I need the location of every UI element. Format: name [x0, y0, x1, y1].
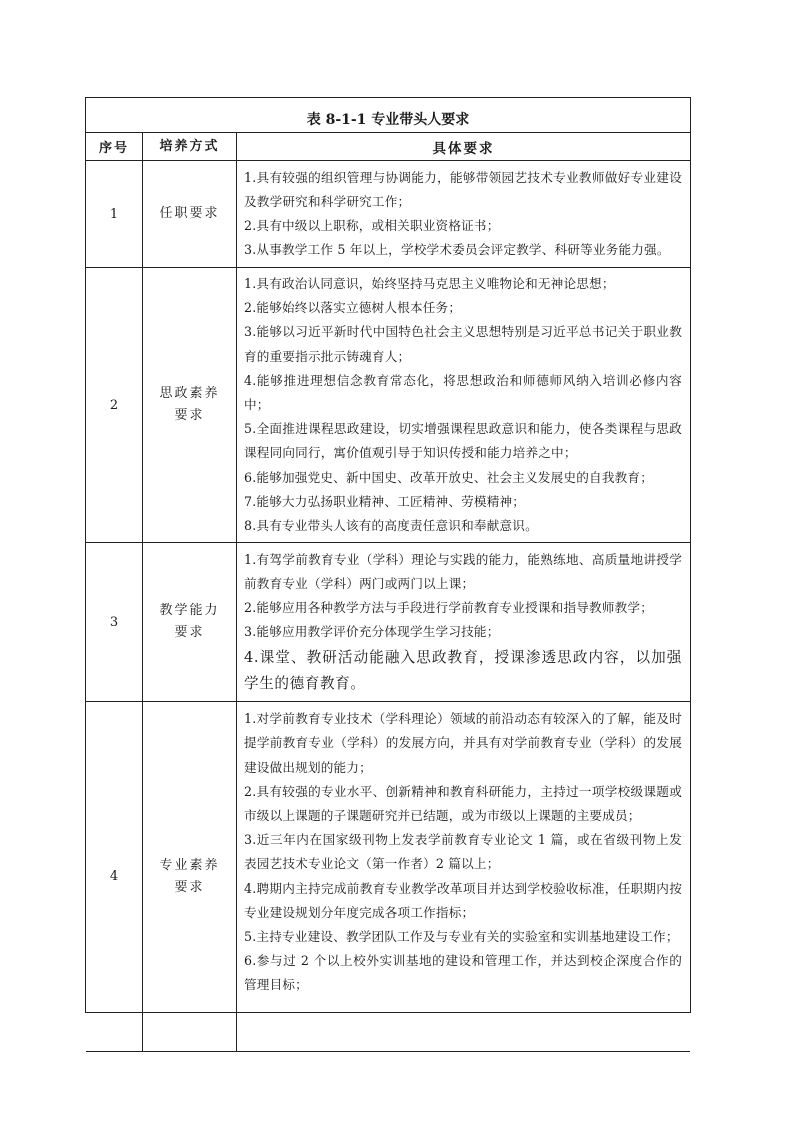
requirement-item: 5.主持专业建设、教学团队工作及与专业有关的实验室和实训基地建设工作；: [244, 929, 679, 945]
requirement-item: 3.近三年内在国家级刊物上发表学前教育专业论文 1 篇，或在省级刊物上发表园艺技术专业论文（第一作者）2 篇以上；: [244, 832, 682, 872]
requirement-item: 7.能够大力弘扬职业精神、工匠精神、劳模精神；: [244, 493, 526, 509]
row-requirements: [237, 702, 691, 1052]
requirement-item: 5.全面推进课程思政建设，切实增强课程思政意识和能力，使各类课程与思政课程同向同行，寓价值观引导于知识传授和能力培养之中；: [244, 421, 682, 461]
requirement-item: 3.能够应用教学评价充分体现学生学习技能；: [244, 624, 500, 640]
row-type: [143, 161, 237, 268]
row-type-line: 要求: [174, 625, 205, 641]
header-type: 培养方式: [143, 133, 237, 161]
table-row: [86, 161, 690, 268]
row-requirements: [237, 161, 691, 268]
row-requirements: [237, 543, 691, 702]
requirement-item: 4.能够推进理想信念教育常态化，将思想政治和师德师风纳入培训必修内容中；: [244, 372, 682, 413]
header-num: 序号: [86, 133, 143, 161]
table-title: 表 8-1-1 专业带头人要求: [306, 112, 470, 128]
requirement-item: 6.参与过 2 个以上校外实训基地的建设和管理工作，并达到校企深度合作的管理目标；: [244, 953, 682, 993]
requirements-table: [86, 132, 690, 1052]
requirement-item: 4.聘期内主持完成前教育专业教学改革项目并达到学校验收标准，任职期内按专业建设规划分年度完成各项工作指标；: [244, 880, 682, 920]
requirement-item: 3.能够以习近平新时代中国特色社会主义思想特别是习近平总书记关于职业教育的重要指示批示铸魂育人；: [244, 324, 682, 364]
requirement-item: 1.具有较强的组织管理与协调能力，能够带领园艺技术专业教师做好专业建设及教学研究和科学研究工作；: [244, 169, 682, 209]
row-requirements: [237, 268, 691, 543]
requirement-item: 3.从事教学工作 5 年以上，学校学术委员会评定教学、科研等业务能力强。: [244, 242, 670, 258]
requirement-item: 4.课堂、教研活动能融入思政教育，授课渗透思政内容，以加强学生的德育教育。: [244, 648, 682, 692]
table-row: [86, 543, 690, 702]
requirement-item: 6.能够加强党史、新中国史、改革开放史、社会主义发展史的自我教育；: [244, 469, 654, 485]
row-type-line: 要求: [174, 879, 205, 895]
row-num: 2: [86, 268, 143, 543]
row-type: [143, 543, 237, 702]
row-type-line: 任职要求: [159, 206, 220, 221]
row-type-line: 专业素养: [159, 857, 220, 873]
header-req: 具体要求: [237, 133, 691, 161]
row-type-line: 教学能力: [159, 603, 220, 619]
requirement-item: 8.具有专业带头人该有的高度责任意识和奉献意识。: [244, 518, 538, 534]
requirement-item: 2.能够应用各种教学方法与手段进行学前教育专业授课和指导教师教学；: [244, 600, 654, 616]
row-num: 3: [86, 543, 143, 702]
requirement-item: 1.具有政治认同意识，始终坚持马克思主义唯物论和无神论思想；: [244, 276, 615, 291]
row-num: 1: [86, 161, 143, 268]
table-header-row: [86, 133, 690, 161]
requirement-item: 2.具有较强的专业水平、创新精神和教育科研能力，主持过一项学校级课题或市级以上课题的子课题研究并已结题，或为市级以上课题的主要成员；: [244, 783, 682, 824]
table-row: [86, 702, 690, 1052]
requirement-item: 2.具有中级以上职称，或相关职业资格证书；: [244, 218, 500, 233]
requirements-table-frame: [85, 97, 691, 1013]
row-type-line: 思政素养: [159, 386, 220, 402]
requirement-item: 1.对学前教育专业技术（学科理论）领域的前沿动态有较深入的了解，能及时提学前教育专业（学科）的发展方向，并具有对学前教育专业（学科）的发展建设做出规划的能力；: [244, 711, 682, 775]
row-type-line: 要求: [174, 408, 205, 424]
requirement-item: 1.有驾学前教育专业（学科）理论与实践的能力，能熟练地、高质量地讲授学前教育专业（学科）两门或两门以上课；: [244, 551, 682, 592]
row-type: [143, 268, 237, 543]
row-num: 4: [86, 702, 143, 1052]
table-row: [86, 268, 690, 543]
row-type: [143, 702, 237, 1052]
requirement-item: 2.能够始终以落实立德树人根本任务；: [244, 300, 462, 316]
